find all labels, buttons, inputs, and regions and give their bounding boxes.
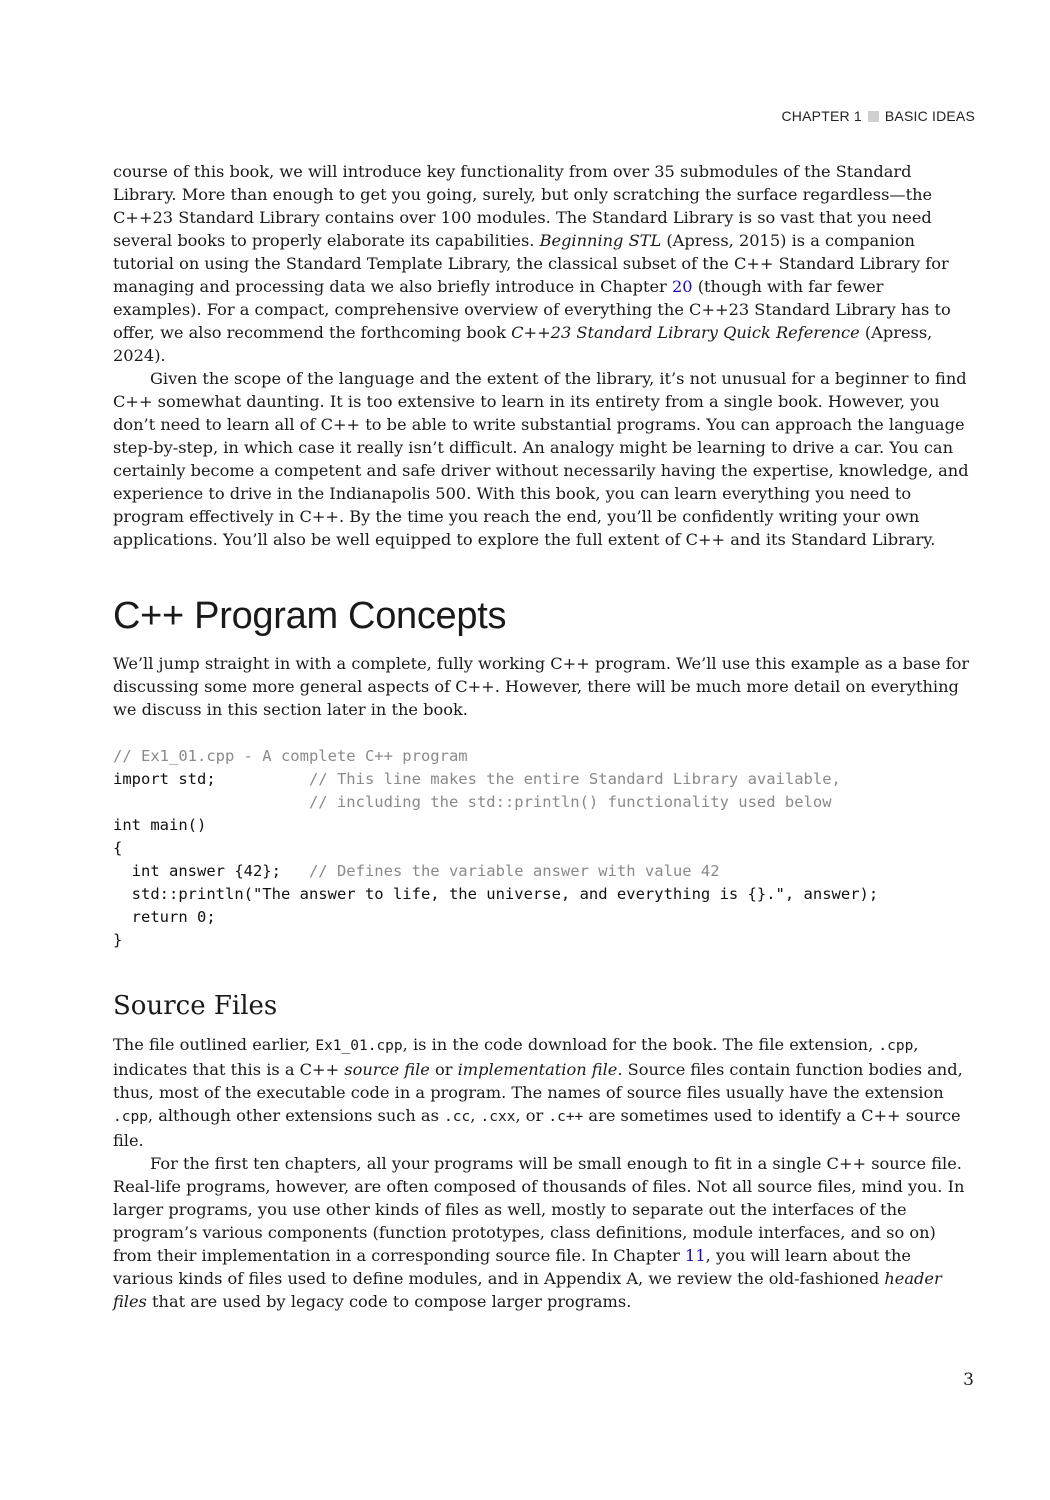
code-text: }: [113, 931, 123, 949]
code-text: int answer {42};: [113, 862, 309, 880]
code-line-7: [113, 883, 975, 906]
code-text: [113, 793, 309, 811]
text-run: (Apress, 2015) is a companion tutorial on using the Standard Template Library, the classical subset of the C++ Standard Library for managing and processing data we also briefly introduce in Chapter: [113, 231, 949, 296]
text-run: course of this book, we will introduce key functionality from over 35 submodules of the Standard Library. More than enough to get you going, surely, but only scratching the surface regardless—the C++23 Standard Library contains over 100 modules. The Standard Library is so vast that you need several books to properly elaborate its capabilities.: [113, 162, 933, 250]
term-implementation-file: implementation file: [457, 1060, 618, 1079]
running-head: [782, 108, 976, 124]
paragraph-scope: Given the scope of the language and the extent of the library, it’s not unusual for a beginner to find C++ somewhat daunting. It is too extensive to learn in its entirety from a single book. However, you don’t need to learn all of C++ to be able to write substantial programs. You can approach the language step-by-step, in which case it really isn’t difficult. An analogy might be learning to drive a car. You can certainly become a competent and safe driver without necessarily having the expertise, knowledge, and experience to drive in the Indianapolis 500. With this book, you can learn everything you need to program effectively in C++. By the time you reach the end, you’ll be confidently writing your own applications. You’ll also be well equipped to explore the full extent of C++ and its Standard Library.: [113, 369, 969, 549]
term-source-file: source file: [344, 1060, 430, 1079]
code-comment: // Ex1_01.cpp - A complete C++ program: [113, 747, 468, 765]
page-number: 3: [963, 1370, 974, 1390]
code-text: std::println("The answer to life, the universe, and everything is {}.", answer);: [113, 885, 879, 903]
inline-code: Ex1_01.cpp: [315, 1038, 403, 1054]
code-comment: // Defines the variable answer with value 42: [308, 862, 720, 880]
text-run: that are used by legacy code to compose larger programs.: [146, 1292, 632, 1311]
text-run: are sometimes used to identify a C++ source file.: [113, 1106, 961, 1150]
text-run: The file outlined earlier,: [113, 1035, 316, 1054]
text-run: or: [429, 1060, 458, 1079]
inline-code: .c++: [548, 1109, 584, 1125]
text-run: (though with far fewer examples). For a compact, comprehensive overview of everything the C++23 Standard Library has to offer, we also recommend the forthcoming book: [113, 277, 951, 342]
text-run: , indicates that this is a C++: [113, 1035, 919, 1079]
section-heading-program-concepts: C++ Program Concepts: [113, 595, 507, 637]
paragraph-real-life-programs: [113, 1152, 975, 1313]
text-run: , or: [515, 1106, 549, 1125]
code-text: int main(): [113, 816, 207, 834]
text-run: ,: [470, 1106, 481, 1125]
code-line-9: [113, 929, 975, 952]
code-line-2: [113, 768, 975, 791]
code-line-6: [113, 860, 975, 883]
chapter-20-link[interactable]: 20: [671, 277, 693, 296]
code-text: import std;: [113, 770, 309, 788]
code-text: {: [113, 839, 123, 857]
separator-square-icon: [868, 111, 879, 122]
section-heading-source-files: Source Files: [113, 991, 278, 1021]
inline-code: .cpp: [113, 1109, 148, 1125]
code-comment: // This line makes the entire Standard Library available,: [308, 770, 841, 788]
text-run: , although other extensions such as: [147, 1106, 445, 1125]
code-comment: // including the std::println() functionality used below: [308, 793, 832, 811]
text-run: , you will learn about the various kinds of files used to define modules, and in Appendix A, we review the old-fashioned: [113, 1246, 912, 1288]
chapter-11-link[interactable]: 11: [685, 1246, 706, 1265]
text-run: . Source files contain function bodies and, thus, most of the executable code in a program. The names of source files usually have the extension: [113, 1060, 963, 1102]
code-listing: [113, 745, 975, 952]
code-line-1: [113, 745, 975, 768]
code-line-8: [113, 906, 975, 929]
chapter-title: BASIC IDEAS: [884, 108, 975, 124]
paragraph-standard-library: [113, 160, 975, 367]
code-line-3: [113, 791, 975, 814]
code-text: return 0;: [113, 908, 216, 926]
paragraph-intro: We’ll jump straight in with a complete, fully working C++ program. We’ll use this example as a base for discussing some more general aspects of C++. However, there will be much more detail on everything we discuss in this section later in the book.: [113, 654, 970, 719]
paragraph-source-files: [113, 1033, 975, 1152]
text-run: (Apress, 2024).: [113, 323, 933, 365]
book-title-quick-reference: C++23 Standard Library Quick Reference: [511, 323, 860, 342]
inline-code: .cc: [444, 1109, 471, 1125]
term-header-files: header files: [113, 1269, 942, 1311]
text-run: , is in the code download for the book. The file extension,: [402, 1035, 879, 1054]
code-line-4: [113, 814, 975, 837]
text-run: For the first ten chapters, all your programs will be small enough to fit in a single C++ source file. Real-life programs, however, are often composed of thousands of files. Not all source files, mind you. In larger programs, you use other kinds of files as well, mostly to separate out the interfaces of the program’s various components (function prototypes, class definitions, module interfaces, and so on) from their implementation in a corresponding source file. In Chapter: [113, 1154, 965, 1265]
inline-code: .cpp: [878, 1038, 914, 1054]
inline-code: .cxx: [480, 1109, 516, 1125]
code-line-5: [113, 837, 975, 860]
book-title-beginning-stl: Beginning STL: [539, 231, 662, 250]
page-body: [113, 160, 975, 1313]
chapter-label: CHAPTER 1: [781, 108, 862, 124]
